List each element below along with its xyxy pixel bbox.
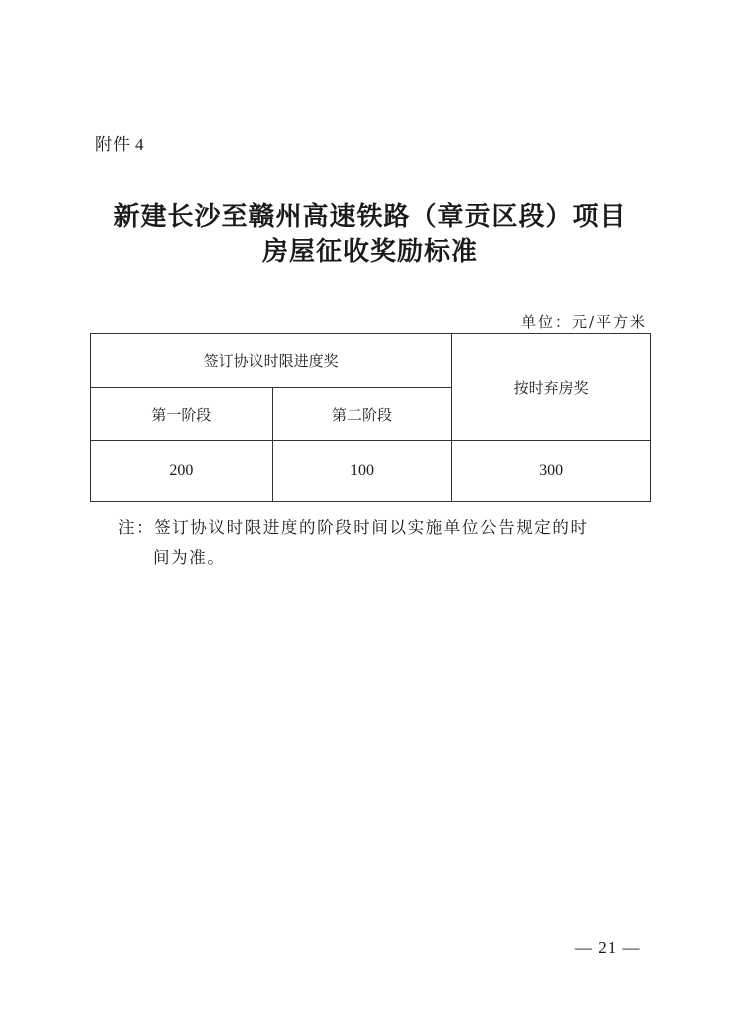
footnote [118, 513, 638, 573]
footnote-line2: 间为准。 [153, 548, 226, 567]
cell-ontime-value: 300 [452, 441, 651, 502]
header-stage1: 第一阶段 [91, 388, 273, 441]
footnote-line1: 注：签订协议时限进度的阶段时间以实施单位公告规定的时 [118, 518, 589, 537]
unit-label: 单位：元/平方米 [520, 313, 647, 331]
cell-stage2-value: 100 [272, 441, 452, 502]
document-title-line1: 新建长沙至赣州高速铁路（章贡区段）项目 [113, 202, 627, 232]
header-ontime-reward: 按时弃房奖 [452, 334, 651, 441]
reward-table [90, 333, 651, 502]
annex-number: 4 [135, 135, 145, 154]
header-stage2: 第二阶段 [272, 388, 452, 441]
cell-stage1-value: 200 [91, 441, 273, 502]
document-title-line2: 房屋征收奖励标准 [261, 237, 478, 267]
header-progress-reward: 签订协议时限进度奖 [91, 334, 452, 388]
annex-label [95, 130, 145, 155]
table-row [91, 441, 651, 502]
annex-text: 附件 [95, 135, 131, 155]
page-number: — 21 — [575, 938, 641, 957]
table-header-row [91, 334, 651, 388]
